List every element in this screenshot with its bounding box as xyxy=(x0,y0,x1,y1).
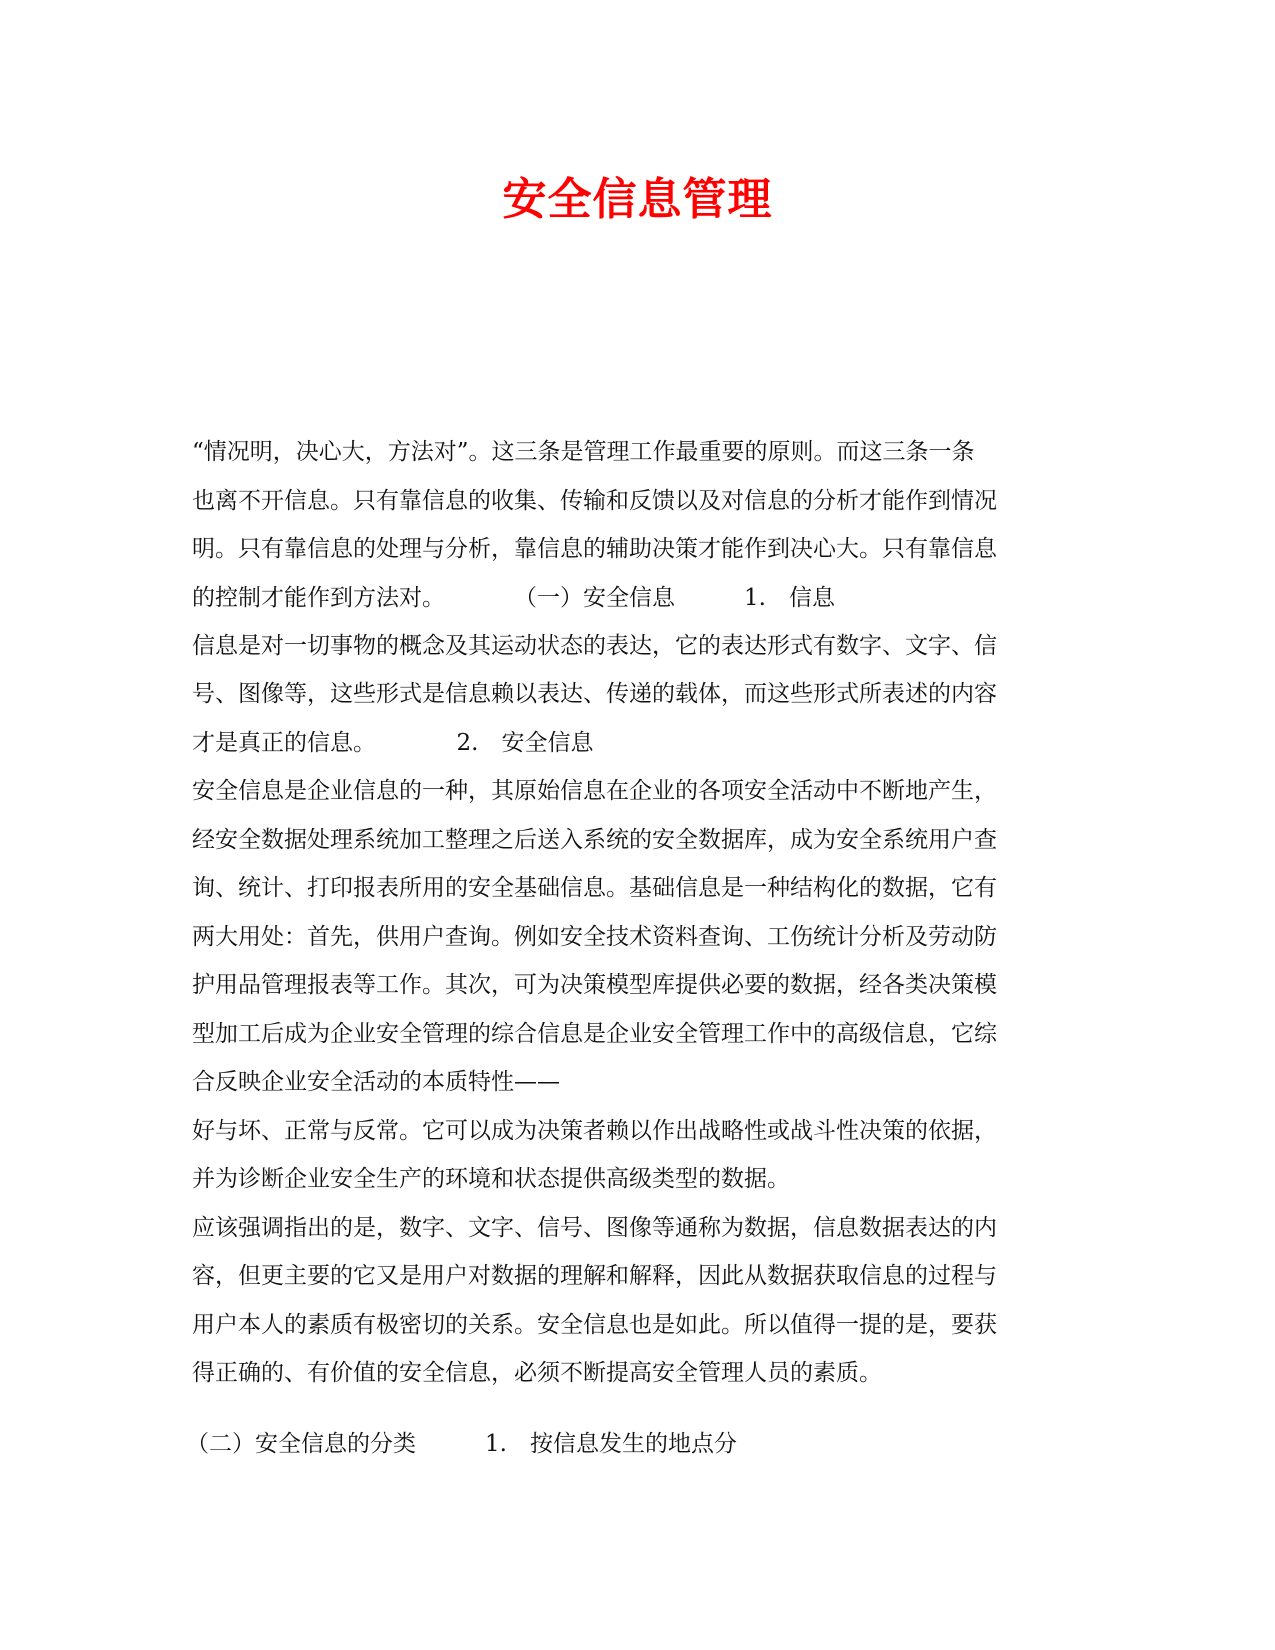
paragraph-line: 应该强调指出的是，数字、文字、信号、图像等通称为数据，信息数据表达的内 xyxy=(192,1215,997,1241)
paragraph-line: 并为诊断企业安全生产的环境和状态提供高级类型的数据。 xyxy=(192,1166,790,1192)
section-heading-line: （二）安全信息的分类 1. 按信息发生的地点分 xyxy=(186,1431,737,1457)
paragraph-line: 也离不开信息。只有靠信息的收集、传输和反馈以及对信息的分析才能作到情况 xyxy=(192,488,997,514)
paragraph-line: 容，但更主要的它又是用户对数据的理解和解释，因此从数据获取信息的过程与 xyxy=(192,1263,997,1289)
paragraph-line: 经安全数据处理系统加工整理之后送入系统的安全数据库，成为安全系统用户查 xyxy=(192,827,997,853)
paragraph-line: 信息是对一切事物的概念及其运动状态的表达，它的表达形式有数字、文字、信 xyxy=(192,633,997,659)
paragraph-line: 得正确的、有价值的安全信息，必须不断提高安全管理人员的素质。 xyxy=(192,1360,882,1386)
paragraph-line: 才是真正的信息。 2. 安全信息 xyxy=(192,730,594,756)
paragraph-line: 用户本人的素质有极密切的关系。安全信息也是如此。所以值得一提的是，要获 xyxy=(192,1312,997,1338)
paragraph-line: 好与坏、正常与反常。它可以成为决策者赖以作出战略性或战斗性决策的依据， xyxy=(192,1118,997,1144)
paragraph-line: 明。只有靠信息的处理与分析，靠信息的辅助决策才能作到决心大。只有靠信息 xyxy=(192,536,997,562)
paragraph-line: 两大用处：首先，供用户查询。例如安全技术资料查询、工伤统计分析及劳动防 xyxy=(192,924,997,950)
document-title: 安全信息管理 xyxy=(502,174,773,225)
paragraph-line: “情况明，决心大，方法对”。这三条是管理工作最重要的原则。而这三条一条 xyxy=(192,439,975,465)
paragraph-line: 的控制才能作到方法对。 （一）安全信息 1. 信息 xyxy=(192,585,835,611)
paragraph-line: 安全信息是企业信息的一种，其原始信息在企业的各项安全活动中不断地产生， xyxy=(192,778,997,804)
paragraph-line: 型加工后成为企业安全管理的综合信息是企业安全管理工作中的高级信息，它综 xyxy=(192,1021,997,1047)
paragraph-line: 护用品管理报表等工作。其次，可为决策模型库提供必要的数据，经各类决策模 xyxy=(192,972,997,998)
paragraph-line: 合反映企业安全活动的本质特性—— xyxy=(192,1069,560,1095)
paragraph-line: 号、图像等，这些形式是信息赖以表达、传递的载体，而这些形式所表述的内容 xyxy=(192,681,997,707)
paragraph-line: 询、统计、打印报表所用的安全基础信息。基础信息是一种结构化的数据，它有 xyxy=(192,875,997,901)
